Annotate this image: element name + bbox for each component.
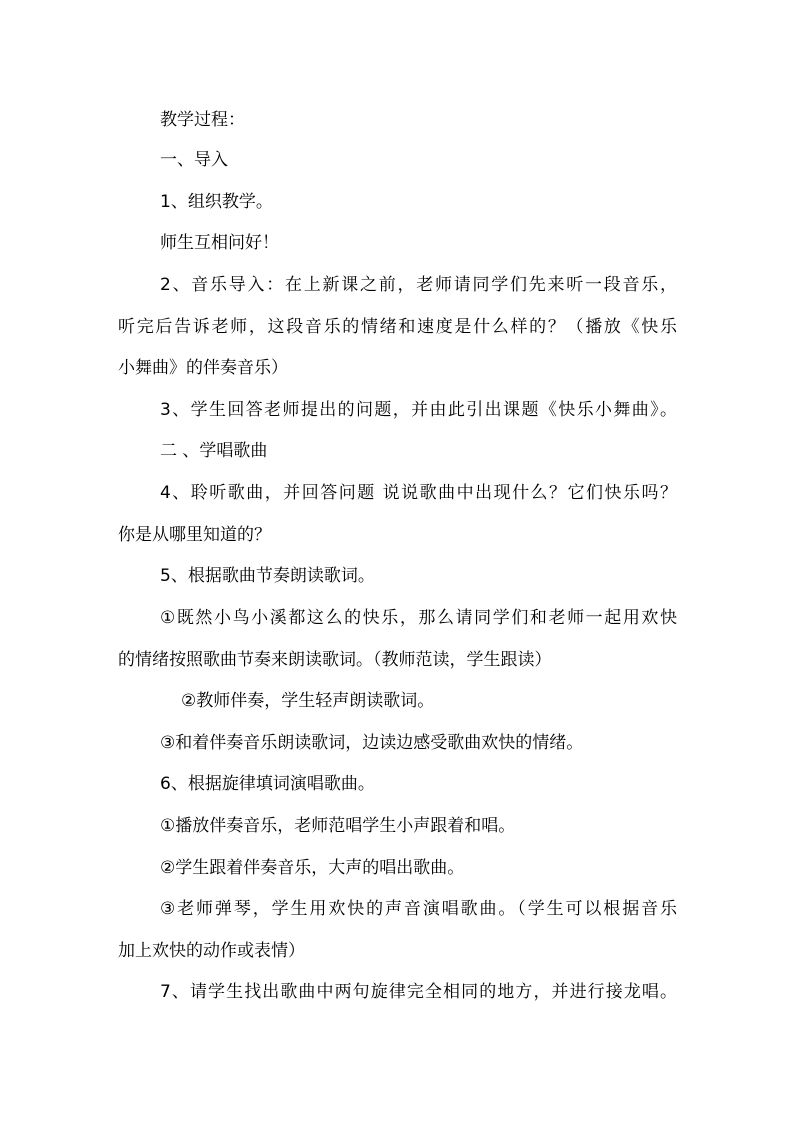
paragraph-line: ②学生跟着伴奏音乐，大声的唱出歌曲。 (160, 858, 465, 878)
section-heading-teaching-process: 教学过程： (160, 110, 245, 130)
paragraph-line: ①播放伴奏音乐，老师范唱学生小声跟着和唱。 (160, 816, 516, 836)
paragraph-line: 听完后告诉老师，这段音乐的情绪和速度是什么样的？（播放《快乐 (118, 317, 677, 337)
paragraph-line: 师生互相问好！ (160, 233, 279, 253)
paragraph-line: 7、请学生找出歌曲中两句旋律完全相同的地方，并进行接龙唱。 (160, 982, 677, 1002)
paragraph-line: ③老师弹琴，学生用欢快的声音演唱歌曲。（学生可以根据音乐 (160, 899, 677, 919)
paragraph-line: 小舞曲》的伴奏音乐） (118, 358, 288, 378)
section-heading-introduction: 一、导入 (160, 150, 228, 170)
paragraph-line: 你是从哪里知道的？ (118, 525, 271, 545)
paragraph-line: 3、学生回答老师提出的问题，并由此引出课题《快乐小舞曲》。 (160, 400, 677, 420)
section-heading-learn-singing: 二 、学唱歌曲 (160, 441, 268, 461)
paragraph-line: 4、聆听歌曲，并回答问题 说说歌曲中出现什么？它们快乐吗？ (160, 483, 677, 503)
paragraph-line: 6、根据旋律填词演唱歌曲。 (160, 774, 375, 794)
paragraph-line: 2、音乐导入：在上新课之前，老师请同学们先来听一段音乐， (160, 275, 677, 295)
paragraph-line: 加上欢快的动作或表情） (118, 941, 305, 961)
paragraph-line: 5、根据歌曲节奏朗读歌词。 (160, 566, 375, 586)
paragraph-line: 1、组织教学。 (160, 192, 273, 212)
paragraph-line: 的情绪按照歌曲节奏来朗读歌词。（教师范读，学生跟读） (118, 650, 552, 670)
paragraph-line: ①既然小鸟小溪都这么的快乐，那么请同学们和老师一起用欢快 (160, 608, 677, 628)
paragraph-line: ③和着伴奏音乐朗读歌词，边读边感受歌曲欢快的情绪。 (160, 733, 584, 753)
paragraph-line: ②教师伴奏，学生轻声朗读歌词。 (181, 691, 435, 711)
